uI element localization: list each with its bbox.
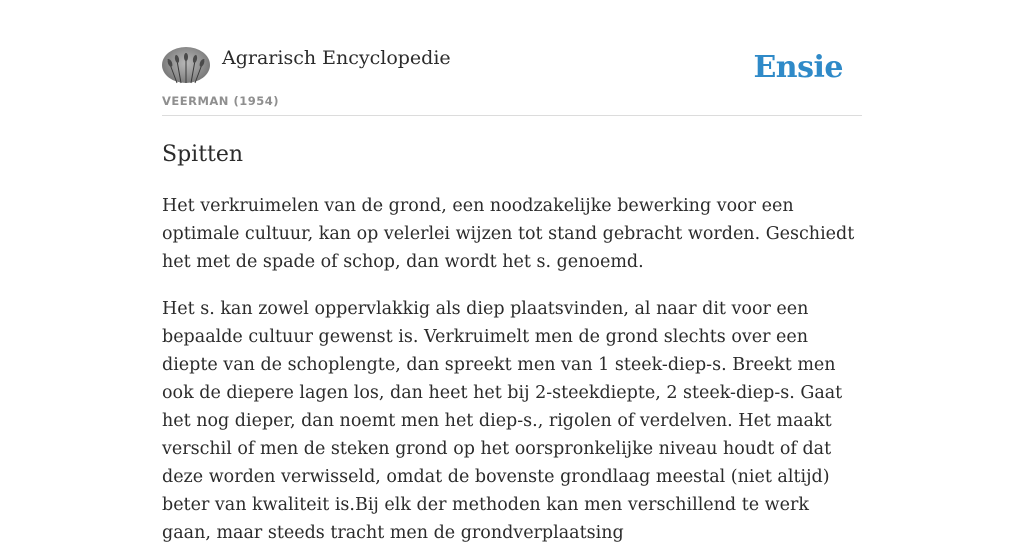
article-paragraph-1: Het verkruimelen van de grond, een noodzakelijke bewerking voor een optimale cultuur, kan op velerlei wijzen tot stand gebracht worden. Geschiedt het met de spade of schop, dan wordt het s. genoemd. xyxy=(162,196,855,272)
page xyxy=(162,0,862,547)
wheat-logo-icon[interactable] xyxy=(162,47,210,83)
entry-title: Spitten xyxy=(162,142,244,167)
source-title[interactable]: Agrarisch Encyclopedie xyxy=(222,47,451,69)
ensie-logo-link[interactable]: Ensie xyxy=(753,50,843,85)
article-paragraph-2: Het s. kan zowel oppervlakkig als diep plaatsvinden, al naar dit voor een bepaalde cultuur gewenst is. Verkruimelt men de grond slechts over een diepte van de schoplengte, dan spreekt men van 1 steek-diep-s. Breekt men ook de diepere lagen los, dan heet het bij 2-steekdiepte, 2 steek-diep-s. Gaat het nog dieper, dan noemt men het diep-s., rigolen of verdelven. Het maakt verschil of men de steken grond op het oorspronkelijke niveau houdt of dat deze worden verwisseld, omdat de bovenste grondlaag meestal (niet altijd) beter van kwaliteit is.Bij elk der methoden kan men verschillend te werk gaan, maar steeds tracht men de grondverplaatsing xyxy=(162,299,843,543)
source-meta: VEERMAN (1954) xyxy=(162,94,279,108)
source-header xyxy=(162,46,862,116)
